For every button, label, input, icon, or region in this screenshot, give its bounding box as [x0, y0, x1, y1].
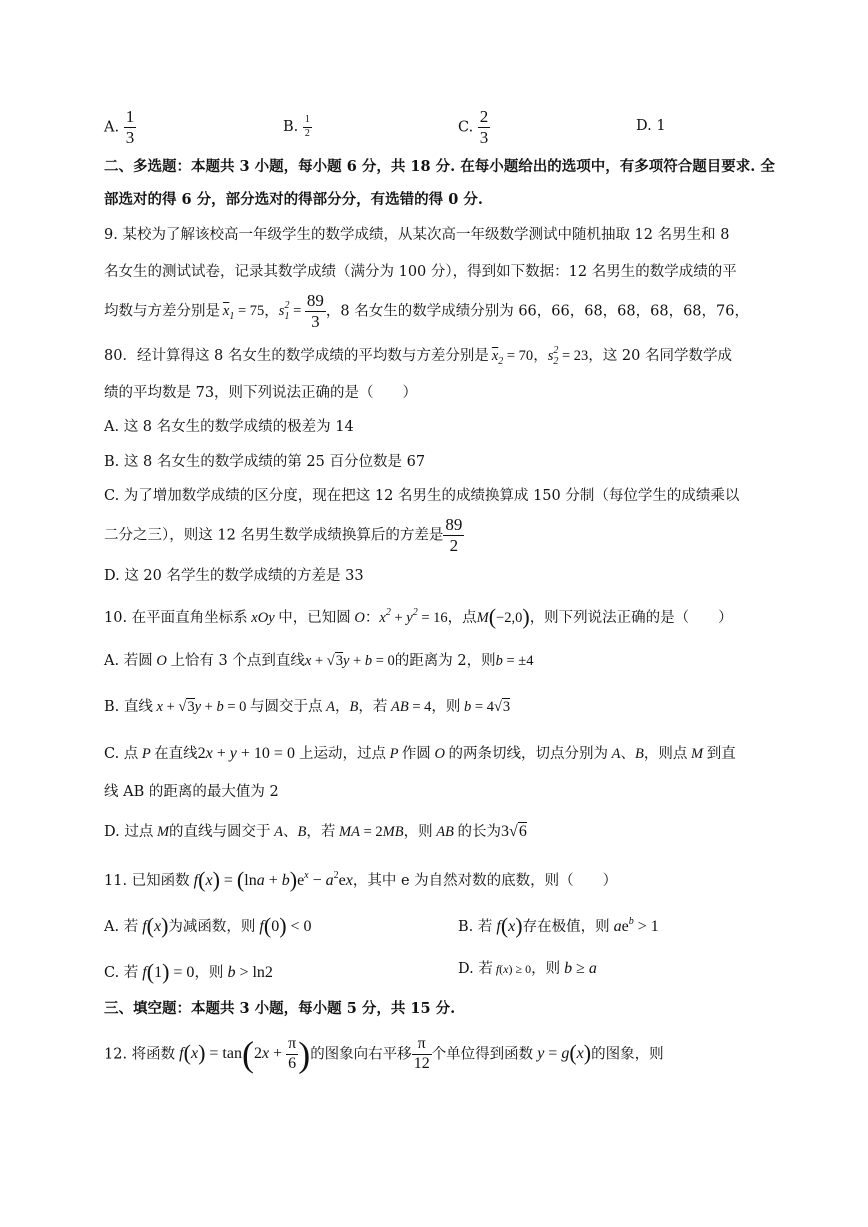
math-line: x + √3y + b = 0 [152, 699, 251, 715]
math: B [297, 824, 307, 840]
math-ab: AB = 4 [387, 699, 432, 715]
numerator: 1 [125, 107, 135, 126]
math: b ≥ a [560, 960, 597, 977]
math: A [270, 824, 284, 840]
text: 12. 将函数 [104, 1046, 176, 1063]
fraction [124, 108, 137, 147]
math-result: 3√6 [501, 823, 527, 840]
math: $ae^b > 1$ [609, 916, 659, 935]
text: ，点 [447, 610, 477, 626]
math-circle: O [350, 610, 365, 626]
fraction [305, 292, 326, 331]
math-circle-equation: $x^2 + y^2 = 16$ [379, 607, 448, 626]
math: AB [432, 824, 458, 840]
math-point-m: M(−2,0) [476, 604, 530, 629]
text: C. 若 [104, 965, 139, 981]
text: D. 过点 [104, 824, 154, 840]
text: 二分之三），则这 12 名男生数学成绩换算后的方差是 [104, 527, 444, 544]
math: f(x) ≥ 0 [492, 962, 532, 976]
math: f(1) = 0 [138, 959, 195, 984]
text: ，若 [306, 824, 336, 840]
text: ， [264, 303, 279, 320]
text: 10. 在平面直角坐标系 [104, 610, 248, 626]
text: 在直线 [154, 746, 198, 762]
math: B [349, 699, 359, 715]
math: B [635, 746, 644, 762]
fraction [443, 516, 464, 555]
text: ，则下列说法正确的是（ ） [529, 610, 733, 626]
text: D. 若 [458, 961, 493, 977]
text: C. 点 [104, 746, 139, 762]
q9-stem-line4 [104, 346, 732, 367]
text: ，则 [194, 965, 224, 981]
denominator: 3 [125, 127, 135, 147]
numerator: 89 [445, 515, 463, 534]
text: 存在极值，则 [522, 919, 610, 935]
denominator: 2 [304, 127, 310, 139]
math-line: 2x + y + 10 = 0 [197, 745, 299, 762]
math-male-mean: $\overline{x}_1 = 75$ [222, 303, 265, 323]
q9-stem-line2: 名女生的测试试卷，记录其数学成绩（满分为 100 分），得到如下数据：12 名男生的数学成绩的平 [104, 264, 737, 280]
option-label: B. [283, 119, 299, 135]
text: ，则 [431, 699, 461, 715]
q10-option-a [104, 654, 534, 669]
section-2-header-line1: 二、多选题：本题共 3 小题，每小题 6 分，共 18 分. 在每小题给出的选项中，有多项符合题目要求. 全 [104, 158, 775, 175]
option-label: C. [458, 119, 474, 136]
math: 、 [283, 824, 298, 840]
q9-option-d: D. 这 20 名学生的数学成绩的方差是 33 [104, 568, 364, 584]
q11-option-a [104, 915, 312, 937]
fraction [303, 115, 312, 139]
text: 到直 [706, 746, 736, 762]
q9-option-a: A. 这 8 名女生的数学成绩的极差为 14 [104, 419, 354, 435]
text: 均数与方差分别是 [104, 303, 220, 320]
math: O [430, 746, 449, 762]
q10-stem [104, 606, 733, 628]
text: 上恰有 3 个点到直线 [170, 653, 305, 669]
math-result: b = ±4 [495, 653, 534, 669]
numerator: π [286, 1036, 298, 1055]
text: 的距离为 2，则 [394, 653, 496, 669]
math-condition: MA = 2MB [335, 824, 404, 840]
denominator: 12 [413, 1054, 430, 1072]
text: 的两条切线，切点分别为 [448, 746, 609, 762]
q10-option-c-line2: 线 AB 的距离的最大值为 2 [104, 784, 279, 800]
denominator: 3 [479, 127, 489, 147]
text: ，则 [531, 961, 561, 977]
fraction [412, 1036, 432, 1073]
text: ，若 [358, 699, 388, 715]
math: f(x) [138, 913, 169, 938]
text: 80．经计算得这 8 名女生的数学成绩的平均数与方差分别是 [104, 348, 489, 364]
math-male-variance: $s_1^2$ = [278, 300, 305, 323]
text: 上运动，过点 [298, 746, 386, 762]
text: ， [533, 348, 548, 364]
text: 为减函数，则 [168, 919, 256, 935]
q9-stem-line5: 绩的平均数是 73，则下列说法正确的是（ ） [104, 385, 418, 401]
numerator: 89 [306, 291, 324, 310]
text: 个单位得到函数 [431, 1046, 534, 1063]
text: 的长为 [457, 824, 502, 840]
text: 的图象，则 [591, 1046, 664, 1063]
math: A [608, 746, 621, 762]
math-function: y = g(x) [533, 1040, 592, 1066]
q11-option-c [104, 961, 273, 983]
text: 与圆交于点 [250, 699, 323, 715]
math: b > ln2 [223, 964, 273, 981]
text: 11. 已知函数 [104, 873, 190, 889]
math: f(0) < 0 [255, 913, 312, 938]
text: 作圆 [401, 746, 431, 762]
q9-stem-line3 [104, 292, 749, 331]
math-function-definition: $f(x) = (\ln a + b)e^x - a^2ex$ [189, 867, 353, 892]
math: xOy [247, 610, 279, 626]
text: ，则点 [643, 746, 688, 762]
q11-option-d [458, 961, 597, 977]
math: P [138, 746, 155, 762]
section-2-header-line2: 部选对的得 6 分，部分选对的得部分分，有选错的得 0 分. [104, 191, 483, 208]
q9-stem-line1: 9. 某校为了解该校高一年级学生的数学成绩，从某次高一年级数学测试中随机抽取 12 名男生和 8 [104, 227, 730, 243]
q11-option-b [458, 915, 659, 937]
numerator: 2 [479, 107, 489, 126]
math-result: b = 4√3 [460, 699, 511, 715]
math-function: f(x) = tan(2x + [175, 1034, 287, 1075]
text: A. 若圆 [104, 653, 153, 669]
math: 、 [620, 746, 636, 762]
q10-option-d [104, 824, 527, 840]
text: ，这 20 名同学数学成 [588, 348, 732, 364]
math: f(x) [492, 913, 523, 938]
q9-option-c-line1: C. 为了增加数学成绩的区分度，现在把这 12 名男生的成绩换算成 150 分制（每位学生的成绩乘以 [104, 488, 740, 504]
q8-option-a [104, 108, 136, 147]
q12-stem [104, 1036, 664, 1073]
numerator: π [412, 1036, 432, 1055]
math: O [152, 653, 171, 669]
math: A [322, 699, 335, 715]
math: ) [298, 1034, 311, 1075]
denominator: 2 [449, 535, 459, 555]
q10-option-c-line1 [104, 746, 736, 762]
math: P [385, 746, 402, 762]
q10-option-b [104, 700, 510, 715]
math-female-variance: $s_2^2 = 23$ [547, 345, 589, 367]
text: ，则 [403, 824, 433, 840]
text: 的直线与圆交于 [169, 824, 271, 840]
q8-option-c [458, 108, 490, 147]
denominator: 6 [288, 1054, 297, 1072]
text: 中，已知圆 [278, 610, 351, 626]
q8-option-b [283, 115, 312, 139]
math: M [687, 746, 707, 762]
text: B. 若 [458, 919, 493, 935]
math-line: x + √3y + b = 0 [304, 653, 395, 669]
text: ，8 名女生的数学成绩分别为 66，66，68，68，68，68，76， [325, 303, 749, 320]
math-female-mean: $\overline{x}_2 = 70$ [491, 348, 534, 367]
fraction [478, 108, 491, 147]
q8-option-d: D. 1 [636, 118, 666, 134]
text: ，其中 e 为自然对数的底数，则（ ） [352, 873, 618, 889]
text: 的图象向右平移 [310, 1046, 412, 1063]
option-label: A. [104, 119, 120, 136]
math: M [153, 824, 170, 840]
denominator: 3 [311, 311, 320, 331]
text: B. 直线 [104, 699, 153, 715]
q9-option-b: B. 这 8 名女生的数学成绩的第 25 百分位数是 67 [104, 454, 426, 470]
math: ， [335, 699, 350, 715]
section-3-header: 三、填空题：本题共 3 小题，每小题 5 分，共 15 分. [104, 1000, 456, 1017]
q9-option-c-line2 [104, 516, 464, 555]
text: A. 若 [104, 919, 139, 935]
numerator: 1 [303, 115, 312, 128]
fraction [286, 1036, 298, 1073]
math: ： [364, 610, 380, 626]
q11-stem [104, 869, 617, 891]
